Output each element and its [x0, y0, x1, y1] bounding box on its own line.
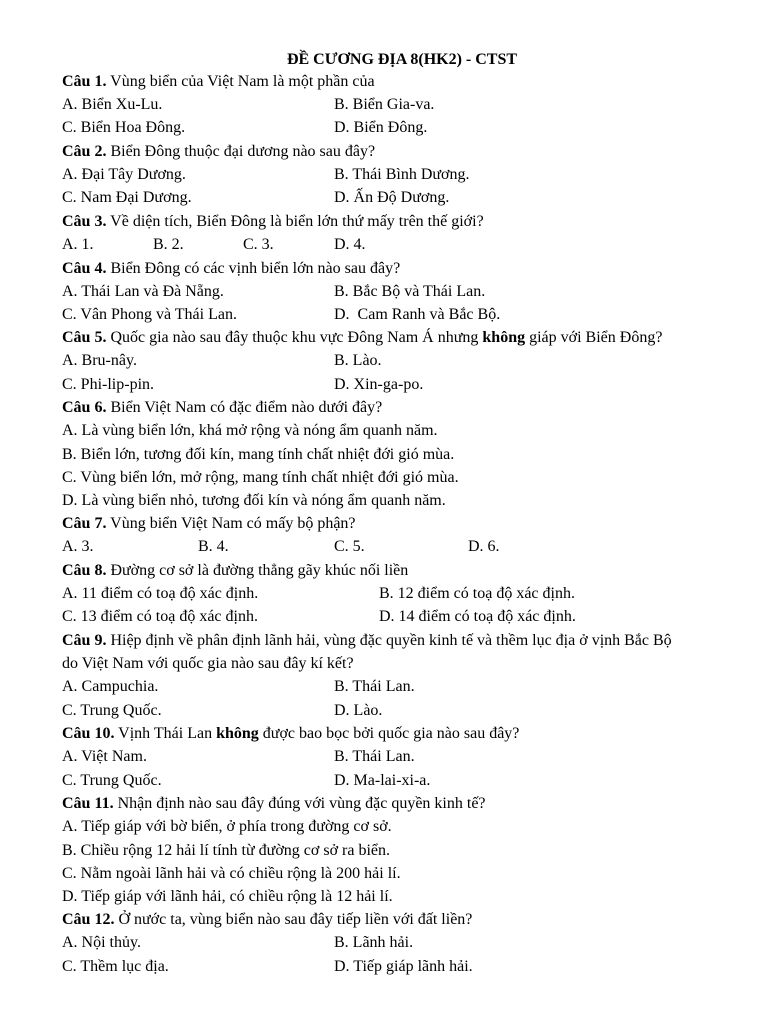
option-d: D. Ấn Độ Dương.	[334, 189, 450, 206]
question-number: Câu 11.	[62, 795, 114, 812]
question-10	[62, 723, 519, 745]
question-text: Vùng biển Việt Nam có mấy bộ phận?	[106, 515, 356, 532]
option-d: D. Tiếp giáp với lãnh hải, có chiều rộng là 12 hải lí.	[62, 888, 393, 905]
question-number: Câu 7.	[62, 515, 107, 532]
option-a: A. 11 điểm có toạ độ xác định.	[62, 585, 259, 602]
question-number: Câu 4.	[62, 260, 107, 277]
emphasis-text: không	[216, 725, 259, 742]
option-b: B. Thái Lan.	[334, 678, 415, 695]
question-8	[62, 560, 408, 582]
option-b: B. Biển lớn, tương đối kín, mang tính chất nhiệt đới gió mùa.	[62, 446, 455, 463]
question-7	[62, 513, 356, 535]
question-text: Đường cơ sở là đường thẳng gãy khúc nối liền	[106, 562, 409, 579]
option-d: D. Biển Đông.	[334, 119, 428, 136]
question-1	[62, 71, 375, 93]
option-b: B. Biển Gia-va.	[334, 96, 435, 113]
option-a: A. 3.	[62, 538, 94, 555]
question-12	[62, 909, 472, 931]
question-number: Câu 1.	[62, 73, 107, 90]
option-c: C. Nằm ngoài lãnh hải và có chiều rộng là 200 hải lí.	[62, 865, 401, 882]
question-4	[62, 258, 400, 280]
question-3	[62, 211, 484, 233]
question-number: Câu 12.	[62, 911, 115, 928]
question-text: Vùng biển của Việt Nam là một phần của	[106, 73, 375, 90]
option-d: D. Lào.	[334, 702, 383, 719]
question-text-end: được bao bọc bởi quốc gia nào sau đây?	[258, 725, 520, 742]
option-c: C. Vùng biển lớn, mở rộng, mang tính chất nhiệt đới gió mùa.	[62, 469, 459, 486]
option-d: D. Xin-ga-po.	[334, 376, 424, 393]
option-b: B. Thái Lan.	[334, 748, 415, 765]
option-c: C. Vân Phong và Thái Lan.	[62, 306, 237, 323]
question-text-line-2: do Việt Nam với quốc gia nào sau đây kí kết?	[62, 655, 354, 672]
option-b: B. 4.	[198, 538, 229, 555]
question-number: Câu 9.	[62, 632, 107, 649]
option-a: A. Đại Tây Dương.	[62, 166, 186, 183]
option-d: D. 14 điểm có toạ độ xác định.	[379, 608, 576, 625]
option-b: B. 2.	[153, 236, 184, 253]
option-c: C. Thềm lục địa.	[62, 958, 169, 975]
option-b: B. Lào.	[334, 352, 382, 369]
question-number: Câu 8.	[62, 562, 107, 579]
option-c: C. Phi-lip-pin.	[62, 376, 155, 393]
question-2	[62, 141, 375, 163]
question-text: Vịnh Thái Lan	[114, 725, 217, 742]
option-c: C. 3.	[243, 236, 274, 253]
question-number: Câu 5.	[62, 329, 107, 346]
option-d: D. Tiếp giáp lãnh hải.	[334, 958, 473, 975]
option-b: B. 12 điểm có toạ độ xác định.	[379, 585, 575, 602]
option-c: C. Trung Quốc.	[62, 772, 162, 789]
option-a: A. Tiếp giáp với bờ biển, ở phía trong đường cơ sở.	[62, 818, 392, 835]
option-d: D. Ma-lai-xi-a.	[334, 772, 431, 789]
option-a: A. Bru-nây.	[62, 352, 137, 369]
question-5	[62, 327, 662, 349]
option-a: A. Biển Xu-Lu.	[62, 96, 163, 113]
question-6	[62, 397, 382, 419]
emphasis-text: không	[482, 329, 526, 346]
option-b: B. Lãnh hải.	[334, 934, 414, 951]
option-c: C. Trung Quốc.	[62, 702, 162, 719]
option-b: B. Thái Bình Dương.	[334, 166, 470, 183]
question-text-end: giáp với Biển Đông?	[525, 329, 663, 346]
question-text: Về diện tích, Biển Đông là biển lớn thứ mấy trên thế giới?	[106, 213, 484, 230]
option-d: D. Là vùng biển nhỏ, tương đối kín và nóng ẩm quanh năm.	[62, 492, 446, 509]
question-text: Ở nước ta, vùng biển nào sau đây tiếp liền với đất liền?	[114, 911, 473, 928]
question-number: Câu 6.	[62, 399, 107, 416]
question-number: Câu 3.	[62, 213, 107, 230]
option-d: D. 4.	[334, 236, 366, 253]
question-text: Biển Đông có các vịnh biển lớn nào sau đây?	[106, 260, 401, 277]
question-number: Câu 10.	[62, 725, 115, 742]
option-b: B. Chiều rộng 12 hải lí tính từ đường cơ sở ra biển.	[62, 842, 391, 859]
option-c: C. Biển Hoa Đông.	[62, 119, 186, 136]
question-text: Nhận định nào sau đây đúng với vùng đặc quyền kinh tế?	[113, 795, 486, 812]
option-c: C. 5.	[334, 538, 365, 555]
question-11	[62, 793, 486, 815]
question-text: Quốc gia nào sau đây thuộc khu vực Đông Nam Á nhưng	[106, 329, 483, 346]
option-d: D. 6.	[468, 538, 500, 555]
question-text: Biển Việt Nam có đặc điểm nào dưới đây?	[106, 399, 383, 416]
question-text: Biển Đông thuộc đại dương nào sau đây?	[106, 143, 376, 160]
option-d: D. Cam Ranh và Bắc Bộ.	[334, 306, 501, 323]
option-a: A. Là vùng biển lớn, khá mở rộng và nóng ẩm quanh năm.	[62, 422, 438, 439]
question-9	[62, 630, 672, 652]
option-a: A. Thái Lan và Đà Nẵng.	[62, 283, 224, 300]
option-a: A. 1.	[62, 236, 94, 253]
document-title: ĐỀ CƯƠNG ĐỊA 8(HK2) - CTST	[286, 51, 518, 68]
option-b: B. Bắc Bộ và Thái Lan.	[334, 283, 486, 300]
option-a: A. Nội thủy.	[62, 934, 141, 951]
question-text: Hiệp định về phân định lãnh hải, vùng đặc quyền kinh tế và thềm lục địa ở vịnh Bắc Bộ	[106, 632, 672, 649]
option-a: A. Việt Nam.	[62, 748, 147, 765]
option-c: C. Nam Đại Dương.	[62, 189, 192, 206]
option-c: C. 13 điểm có toạ độ xác định.	[62, 608, 258, 625]
question-number: Câu 2.	[62, 143, 107, 160]
option-a: A. Campuchia.	[62, 678, 159, 695]
